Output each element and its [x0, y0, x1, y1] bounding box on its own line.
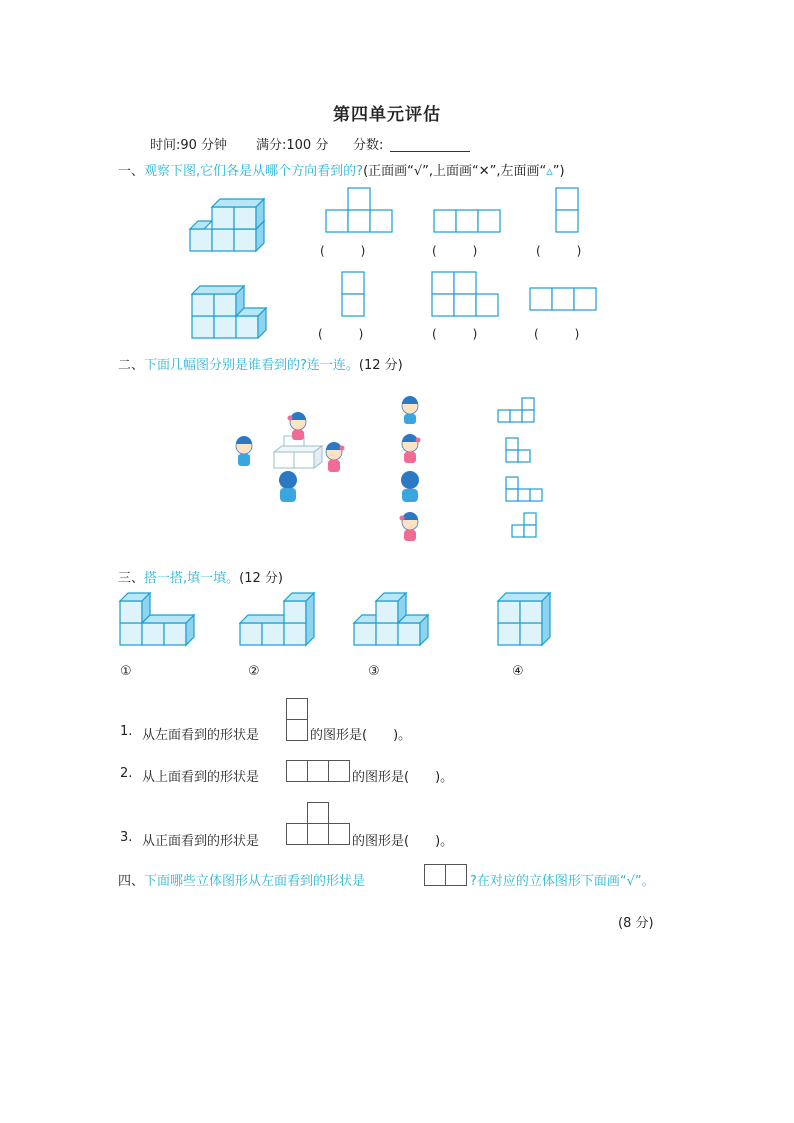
- q4-prefix: 四、: [118, 874, 145, 889]
- blocks-icon: [274, 436, 322, 468]
- boy-left-icon: [236, 436, 252, 466]
- child-3-icon[interactable]: [398, 470, 428, 504]
- q1-answer-b[interactable]: ( ): [432, 244, 478, 258]
- q3-item-3-num: 3.: [120, 830, 133, 845]
- q3-solid-4: [496, 590, 554, 650]
- boy-front-icon: [279, 471, 297, 502]
- child-4-icon[interactable]: [396, 512, 430, 544]
- q3-prefix: 三、: [118, 571, 145, 586]
- q1-view-e: [432, 272, 498, 318]
- q1-heading: [118, 160, 565, 179]
- q1-answer-d[interactable]: ( ): [318, 327, 364, 341]
- q3-label-4: ④: [512, 664, 524, 679]
- q3-item-1-num: 1.: [120, 724, 133, 739]
- q3-solid-3: [352, 590, 432, 650]
- time-info: 时间:90 分钟: [150, 138, 228, 153]
- q2-heading: [118, 354, 403, 373]
- q2-view-3[interactable]: [506, 477, 544, 503]
- q1-note: (正面画“√”,上面画“✕”,左面画“: [363, 164, 547, 179]
- girl-right-icon: [326, 442, 345, 472]
- q3-text: 搭一搭,填一填。: [144, 571, 240, 586]
- q1-view-f: [530, 288, 596, 312]
- q2-view-2[interactable]: [506, 438, 532, 464]
- q1-answer-c[interactable]: ( ): [536, 244, 582, 258]
- q3-item-2-before: 从上面看到的形状是: [142, 770, 260, 785]
- child-2-icon[interactable]: [396, 434, 430, 466]
- q3-points: (12 分): [239, 571, 283, 586]
- q3-label-3: ③: [368, 664, 380, 679]
- q4-text-before: 下面哪些立体图形从左面看到的形状是: [144, 874, 366, 889]
- q1-answer-a[interactable]: ( ): [320, 244, 366, 258]
- q4-points: (8 分): [618, 916, 654, 931]
- score-blank[interactable]: [390, 151, 470, 152]
- triangle-icon: ▵: [546, 164, 553, 179]
- q3-label-1: ①: [120, 664, 132, 679]
- q1-view-b: [434, 210, 500, 234]
- q1-answer-f[interactable]: ( ): [534, 327, 580, 341]
- q1-solid-1-cubes: [190, 199, 264, 251]
- q1-view-d: [342, 272, 366, 318]
- q2-text: 下面几幅图分别是谁看到的?连一连。: [144, 358, 359, 373]
- q1-note-end: ”): [552, 164, 565, 179]
- q3-item-2-shape: [286, 760, 352, 782]
- q3-label-2: ②: [248, 664, 260, 679]
- q1-answer-e[interactable]: ( ): [432, 327, 478, 341]
- q1-view-a: [326, 188, 392, 234]
- q3-solid-2: [238, 590, 318, 650]
- q3-item-1-shape: [286, 698, 308, 742]
- score-label: 分数:: [353, 138, 384, 153]
- page-title: 第四单元评估: [333, 105, 441, 125]
- q3-item-1-after: 的图形是( )。: [310, 728, 412, 743]
- q3-item-2-after: 的图形是( )。: [352, 770, 454, 785]
- q3-item-3-before: 从正面看到的形状是: [142, 834, 260, 849]
- child-1-icon[interactable]: [396, 396, 430, 426]
- q1-text: 观察下图,它们各是从哪个方向看到的?: [144, 164, 364, 179]
- q2-view-4[interactable]: [512, 513, 538, 539]
- q2-prefix: 二、: [118, 358, 145, 373]
- q2-points: (12 分): [358, 358, 403, 373]
- q2-view-1[interactable]: [498, 398, 536, 424]
- q1-solid-1: [186, 196, 266, 256]
- q4-shape: [424, 864, 468, 886]
- full-score-info: 满分:100 分: [256, 138, 329, 153]
- q3-item-3-shape: [286, 802, 352, 846]
- q3-heading: [118, 567, 283, 586]
- q3-item-1-before: 从左面看到的形状是: [142, 728, 260, 743]
- q1-prefix: 一、: [118, 164, 145, 179]
- q3-item-2-num: 2.: [120, 766, 133, 781]
- q3-solid-1: [118, 590, 196, 650]
- q4-heading-start: [118, 870, 365, 889]
- q1-solid-2: [190, 280, 270, 342]
- q2-scene: [232, 408, 356, 504]
- q4-text-after: ?在对应的立体图形下面画“√”。: [470, 874, 655, 889]
- q3-item-3-after: 的图形是( )。: [352, 834, 454, 849]
- q1-view-c: [556, 188, 580, 234]
